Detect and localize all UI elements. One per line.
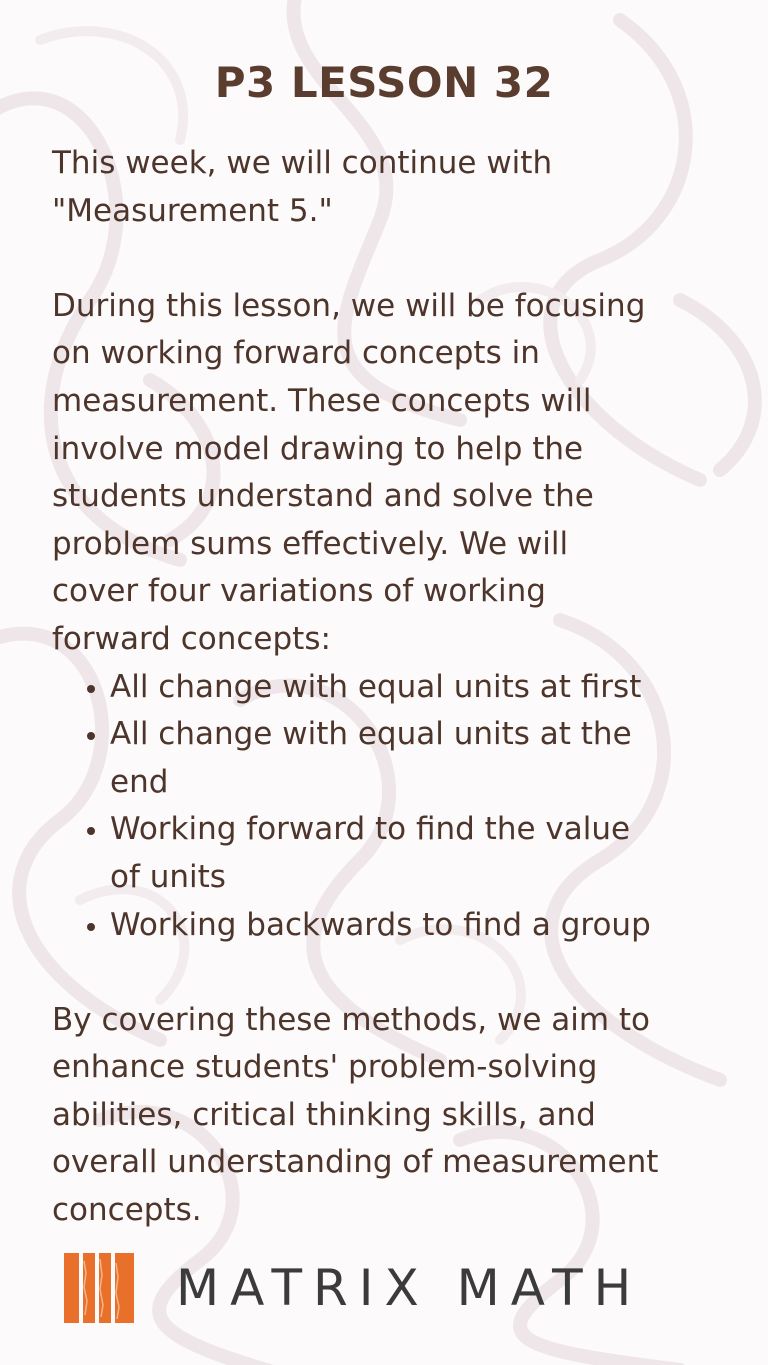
list-item (110, 806, 732, 901)
closing-line: By covering these methods, we aim to (52, 1001, 651, 1038)
list-item-line: of units (110, 858, 226, 895)
list-item-line: All change with equal units at first (110, 668, 642, 705)
closing-line: overall understanding of measurement (52, 1144, 659, 1181)
striped-bars-logo-icon (64, 1253, 134, 1323)
list-item-line: end (110, 763, 169, 800)
page-title: P3 LESSON 32 (214, 58, 554, 107)
focus-line: forward concepts: (52, 620, 331, 657)
closing-line: concepts. (52, 1192, 202, 1229)
list-item-line: All change with equal units at the (110, 716, 632, 753)
list-item (110, 711, 732, 806)
closing-line: abilities, critical thinking skills, and (52, 1096, 596, 1133)
intro-line: This week, we will continue with (52, 145, 553, 181)
focus-line: involve model drawing to help the (52, 430, 584, 467)
closing-paragraph (52, 997, 732, 1235)
intro-paragraph (52, 140, 732, 235)
list-item (110, 664, 732, 712)
focus-line: cover four variations of working (52, 573, 546, 610)
focus-line: measurement. These concepts will (52, 382, 592, 419)
intro-line: "Measurement 5." (52, 192, 333, 229)
list-item-line: Working backwards to find a group (110, 906, 651, 943)
focus-line: on working forward concepts in (52, 335, 540, 372)
focus-paragraph (52, 283, 732, 664)
list-item-line: Working forward to find the value (110, 811, 631, 848)
variations-list (52, 664, 732, 950)
lesson-body (52, 140, 732, 1235)
list-item (110, 902, 732, 950)
paragraph-gap (52, 949, 732, 997)
brand-name: MATRIX MATH (176, 1259, 643, 1317)
focus-line: During this lesson, we will be focusing (52, 287, 646, 324)
paragraph-gap (52, 235, 732, 283)
focus-line: students understand and solve the (52, 478, 594, 515)
brand-logo (64, 1252, 642, 1324)
focus-line: problem sums effectively. We will (52, 525, 569, 562)
closing-line: enhance students' problem-solving (52, 1049, 598, 1086)
